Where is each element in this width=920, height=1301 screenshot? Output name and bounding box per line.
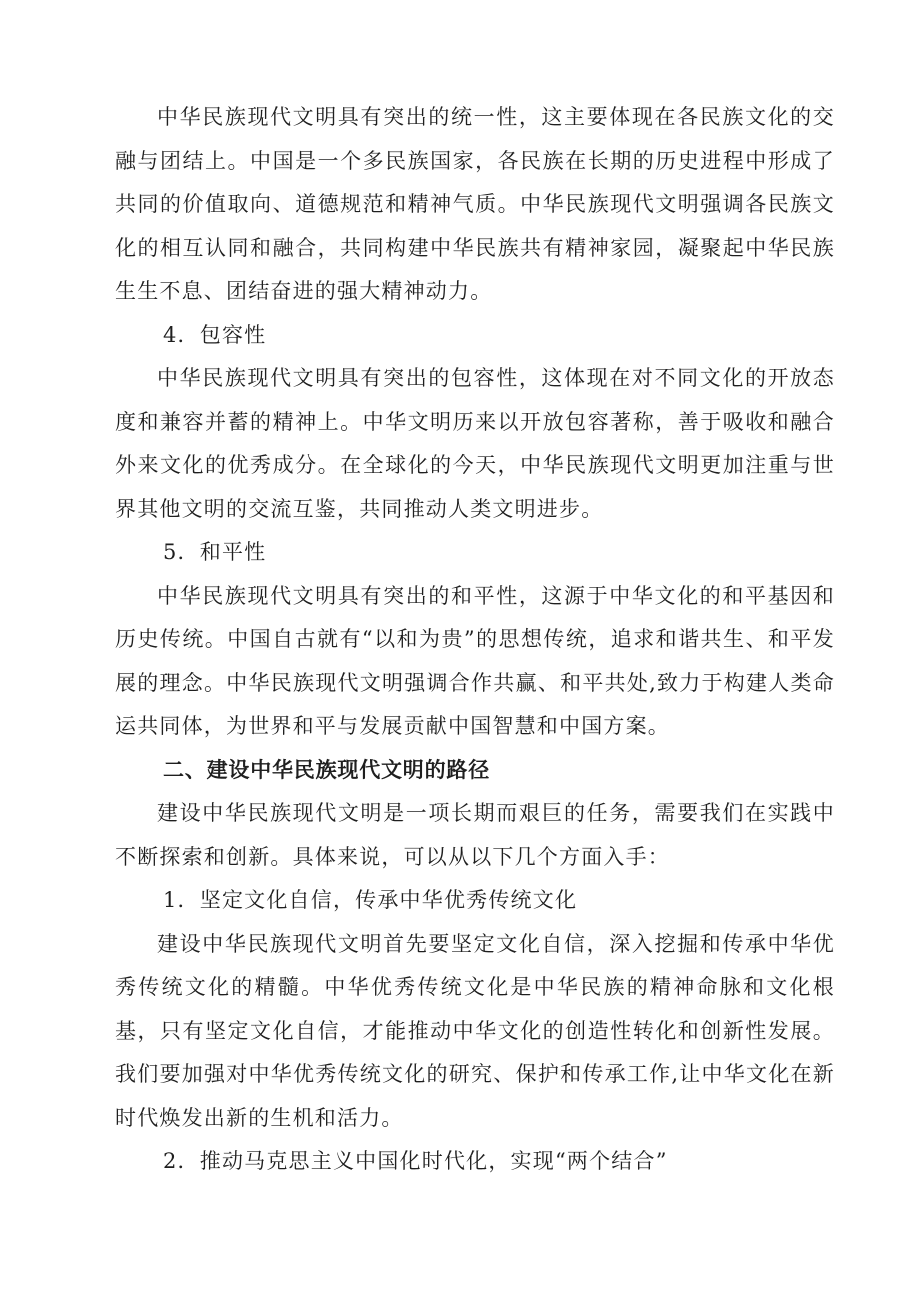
paragraph-peacefulness: 中华民族现代文明具有突出的和平性，这源于中华文化的和平基因和历史传统。中国自古就有“以和为贵”的思想传统，追求和谐共生、和平发展的理念。中华民族现代文明强调合作共赢、和平共处,致力于构建人类命运共同体，为世界和平与发展贡献中国智慧和中国方案。 (115, 583, 835, 738)
document-body (115, 96, 835, 1184)
subheading-inclusiveness: 4．包容性 (163, 322, 267, 347)
subheading-peacefulness: 5．和平性 (163, 540, 267, 564)
subheading-cultural-confidence: 1．坚定文化自信，传承中华优秀传统文化 (163, 888, 578, 912)
paragraph-unity: 中华民族现代文明具有突出的统一性，这主要体现在各民族文化的交融与团结上。中国是一个多民族国家，各民族在长期的历史进程中形成了共同的价值取向、道德规范和精神气质。中华民族现代文明强调各民族文化的相互认同和融合，共同构建中华民族共有精神家园，凝聚起中华民族生生不息、团结奋进的强大精神动力。 (115, 105, 835, 303)
paragraph-path-intro: 建设中华民族现代文明是一项长期而艰巨的任务，需要我们在实践中不断探索和创新。具体来说，可以从以下几个方面入手： (115, 801, 835, 869)
subheading-marxism-sinicization: 2．推动马克思主义中国化时代化，实现“两个结合” (163, 1149, 668, 1173)
paragraph-cultural-confidence: 建设中华民族现代文明首先要坚定文化自信，深入挖掘和传承中华优秀传统文化的精髓。中华优秀传统文化是中华民族的精神命脉和文化根基，只有坚定文化自信，才能推动中华文化的创造性转化和创新性发展。我们要加强对中华优秀传统文化的研究、保护和传承工作,让中华文化在新时代焕发出新的生机和活力。 (115, 931, 835, 1130)
paragraph-inclusiveness: 中华民族现代文明具有突出的包容性，这体现在对不同文化的开放态度和兼容并蓄的精神上。中华文明历来以开放包容著称，善于吸收和融合外来文化的优秀成分。在全球化的今天，中华民族现代文明更加注重与世界其他文明的交流互鉴，共同推动人类文明进步。 (115, 366, 835, 521)
section-heading-path: 二、建设中华民族现代文明的路径 (163, 757, 490, 782)
